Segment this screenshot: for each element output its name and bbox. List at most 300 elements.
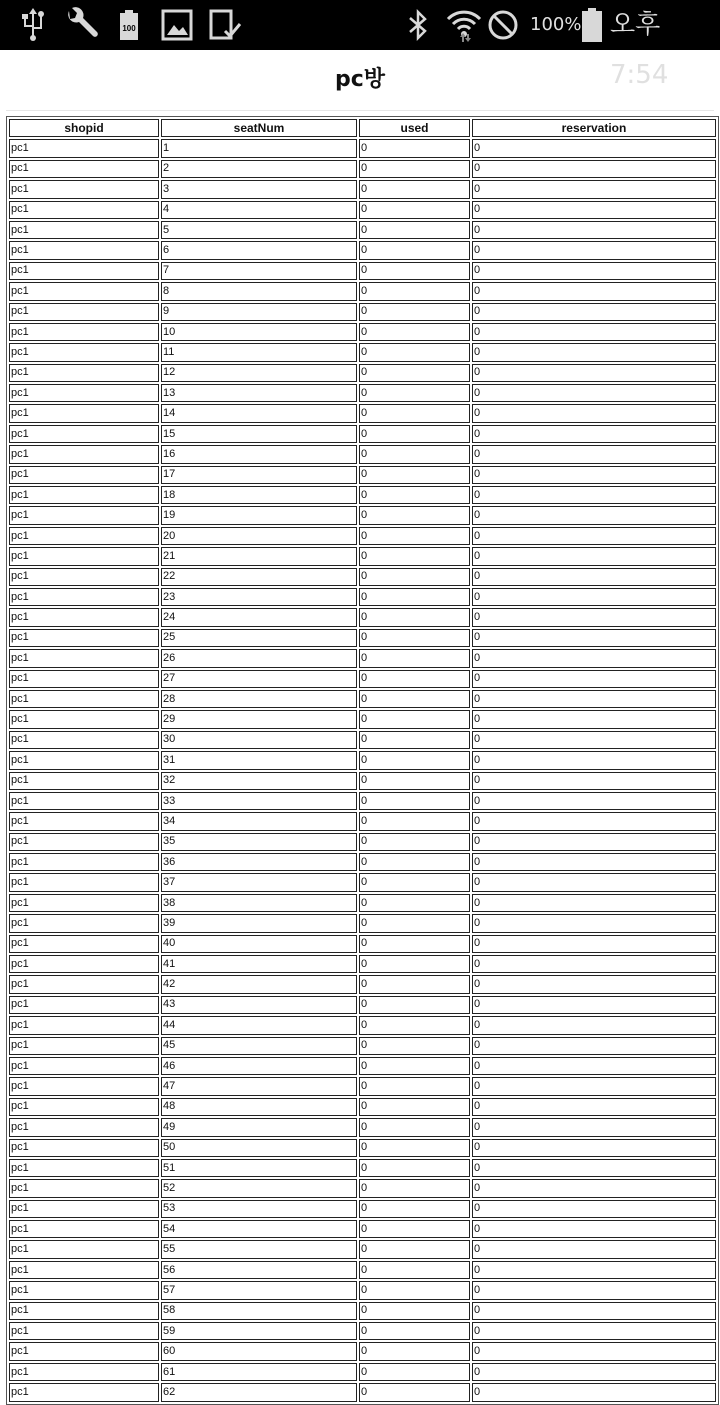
cell-shopid: pc1	[9, 1302, 159, 1320]
cell-seatnum: 62	[161, 1383, 357, 1401]
table-row	[9, 323, 716, 341]
cell-used: 0	[359, 1159, 470, 1177]
cell-shopid: pc1	[9, 1159, 159, 1177]
cell-reservation: 0	[472, 1240, 716, 1258]
cell-shopid: pc1	[9, 160, 159, 178]
table-body	[9, 139, 716, 1401]
cell-seatnum: 57	[161, 1281, 357, 1299]
cell-shopid: pc1	[9, 527, 159, 545]
cell-reservation: 0	[472, 914, 716, 932]
cell-shopid: pc1	[9, 996, 159, 1014]
cell-used: 0	[359, 1302, 470, 1320]
cell-reservation: 0	[472, 425, 716, 443]
cell-seatnum: 38	[161, 894, 357, 912]
cell-used: 0	[359, 1363, 470, 1381]
table-row	[9, 201, 716, 219]
cell-shopid: pc1	[9, 1220, 159, 1238]
cell-seatnum: 43	[161, 996, 357, 1014]
cell-shopid: pc1	[9, 629, 159, 647]
cell-reservation: 0	[472, 303, 716, 321]
cell-reservation: 0	[472, 996, 716, 1014]
table-row	[9, 282, 716, 300]
cell-shopid: pc1	[9, 1016, 159, 1034]
do-not-disturb-icon	[486, 0, 520, 50]
table-row	[9, 241, 716, 259]
cell-seatnum: 41	[161, 955, 357, 973]
cell-used: 0	[359, 404, 470, 422]
table-row	[9, 180, 716, 198]
battery-saver-icon	[116, 0, 142, 50]
cell-seatnum: 58	[161, 1302, 357, 1320]
table-row	[9, 364, 716, 382]
cell-reservation: 0	[472, 833, 716, 851]
cell-seatnum: 48	[161, 1098, 357, 1116]
cell-shopid: pc1	[9, 1037, 159, 1055]
cell-seatnum: 45	[161, 1037, 357, 1055]
table-row	[9, 527, 716, 545]
table-row	[9, 547, 716, 565]
cell-reservation: 0	[472, 466, 716, 484]
cell-shopid: pc1	[9, 384, 159, 402]
cell-reservation: 0	[472, 670, 716, 688]
cell-used: 0	[359, 935, 470, 953]
cell-seatnum: 24	[161, 608, 357, 626]
cell-used: 0	[359, 690, 470, 708]
cell-reservation: 0	[472, 608, 716, 626]
cell-shopid: pc1	[9, 792, 159, 810]
table-row	[9, 445, 716, 463]
table-header-row	[9, 119, 716, 137]
cell-shopid: pc1	[9, 731, 159, 749]
table-row	[9, 588, 716, 606]
table-row	[9, 894, 716, 912]
cell-reservation: 0	[472, 1016, 716, 1034]
table-row	[9, 1322, 716, 1340]
cell-used: 0	[359, 303, 470, 321]
page-title: pc방	[334, 67, 386, 92]
cell-shopid: pc1	[9, 710, 159, 728]
table-row	[9, 425, 716, 443]
table-row	[9, 629, 716, 647]
cell-used: 0	[359, 384, 470, 402]
cell-seatnum: 2	[161, 160, 357, 178]
cell-reservation: 0	[472, 812, 716, 830]
cell-used: 0	[359, 1281, 470, 1299]
cell-reservation: 0	[472, 792, 716, 810]
cell-reservation: 0	[472, 547, 716, 565]
table-row	[9, 772, 716, 790]
cell-shopid: pc1	[9, 772, 159, 790]
cell-seatnum: 59	[161, 1322, 357, 1340]
table-row	[9, 751, 716, 769]
cell-used: 0	[359, 975, 470, 993]
cell-seatnum: 9	[161, 303, 357, 321]
cell-used: 0	[359, 996, 470, 1014]
cell-seatnum: 55	[161, 1240, 357, 1258]
cell-reservation: 0	[472, 894, 716, 912]
table-row	[9, 873, 716, 891]
cell-used: 0	[359, 812, 470, 830]
cell-used: 0	[359, 221, 470, 239]
cell-shopid: pc1	[9, 282, 159, 300]
cell-reservation: 0	[472, 1037, 716, 1055]
wrench-icon	[62, 0, 100, 50]
cell-shopid: pc1	[9, 588, 159, 606]
cell-used: 0	[359, 201, 470, 219]
table-row	[9, 1179, 716, 1197]
cell-shopid: pc1	[9, 833, 159, 851]
table-row	[9, 935, 716, 953]
cell-used: 0	[359, 1077, 470, 1095]
cell-used: 0	[359, 241, 470, 259]
cell-used: 0	[359, 1179, 470, 1197]
table-row	[9, 1077, 716, 1095]
table-row	[9, 160, 716, 178]
cell-seatnum: 42	[161, 975, 357, 993]
cell-shopid: pc1	[9, 466, 159, 484]
cell-used: 0	[359, 568, 470, 586]
cell-reservation: 0	[472, 751, 716, 769]
cell-reservation: 0	[472, 180, 716, 198]
cell-seatnum: 11	[161, 343, 357, 361]
cell-shopid: pc1	[9, 690, 159, 708]
column-header-seatnum: seatNum	[161, 119, 357, 137]
cell-reservation: 0	[472, 384, 716, 402]
cell-shopid: pc1	[9, 139, 159, 157]
column-header-shopid: shopid	[9, 119, 159, 137]
cell-seatnum: 17	[161, 466, 357, 484]
cell-reservation: 0	[472, 343, 716, 361]
cell-reservation: 0	[472, 160, 716, 178]
cell-reservation: 0	[472, 262, 716, 280]
cell-seatnum: 5	[161, 221, 357, 239]
cell-used: 0	[359, 1261, 470, 1279]
cell-seatnum: 32	[161, 772, 357, 790]
cell-shopid: pc1	[9, 180, 159, 198]
cell-shopid: pc1	[9, 486, 159, 504]
cell-seatnum: 50	[161, 1139, 357, 1157]
cell-reservation: 0	[472, 445, 716, 463]
cell-shopid: pc1	[9, 1077, 159, 1095]
cell-shopid: pc1	[9, 1200, 159, 1218]
cell-reservation: 0	[472, 1261, 716, 1279]
cell-reservation: 0	[472, 629, 716, 647]
table-row	[9, 1281, 716, 1299]
bluetooth-icon	[404, 0, 432, 50]
cell-used: 0	[359, 160, 470, 178]
cell-shopid: pc1	[9, 1322, 159, 1340]
cell-seatnum: 25	[161, 629, 357, 647]
cell-used: 0	[359, 1240, 470, 1258]
cell-seatnum: 30	[161, 731, 357, 749]
cell-seatnum: 54	[161, 1220, 357, 1238]
cell-reservation: 0	[472, 568, 716, 586]
table-row	[9, 1159, 716, 1177]
cell-used: 0	[359, 731, 470, 749]
cell-reservation: 0	[472, 873, 716, 891]
cell-seatnum: 20	[161, 527, 357, 545]
cell-shopid: pc1	[9, 1240, 159, 1258]
cell-reservation: 0	[472, 1057, 716, 1075]
cell-reservation: 0	[472, 1302, 716, 1320]
cell-reservation: 0	[472, 710, 716, 728]
table-row	[9, 1016, 716, 1034]
cell-seatnum: 40	[161, 935, 357, 953]
cell-reservation: 0	[472, 772, 716, 790]
svg-text:100: 100	[122, 24, 136, 33]
cell-used: 0	[359, 955, 470, 973]
cell-used: 0	[359, 425, 470, 443]
cell-shopid: pc1	[9, 568, 159, 586]
cell-used: 0	[359, 1200, 470, 1218]
cell-reservation: 0	[472, 1383, 716, 1401]
cell-shopid: pc1	[9, 221, 159, 239]
cell-reservation: 0	[472, 527, 716, 545]
cell-shopid: pc1	[9, 364, 159, 382]
cell-reservation: 0	[472, 1322, 716, 1340]
cell-shopid: pc1	[9, 1098, 159, 1116]
table-row	[9, 853, 716, 871]
cell-seatnum: 35	[161, 833, 357, 851]
cell-used: 0	[359, 629, 470, 647]
cell-seatnum: 1	[161, 139, 357, 157]
cell-used: 0	[359, 1342, 470, 1360]
cell-shopid: pc1	[9, 955, 159, 973]
cell-shopid: pc1	[9, 323, 159, 341]
cell-reservation: 0	[472, 404, 716, 422]
cell-shopid: pc1	[9, 853, 159, 871]
cell-reservation: 0	[472, 955, 716, 973]
table-row	[9, 1200, 716, 1218]
cell-seatnum: 44	[161, 1016, 357, 1034]
cell-seatnum: 60	[161, 1342, 357, 1360]
table-row	[9, 731, 716, 749]
cell-shopid: pc1	[9, 241, 159, 259]
cell-seatnum: 13	[161, 384, 357, 402]
cell-seatnum: 33	[161, 792, 357, 810]
cell-seatnum: 16	[161, 445, 357, 463]
cell-used: 0	[359, 323, 470, 341]
table-row	[9, 996, 716, 1014]
cell-used: 0	[359, 873, 470, 891]
cell-reservation: 0	[472, 139, 716, 157]
cell-shopid: pc1	[9, 547, 159, 565]
cell-shopid: pc1	[9, 1139, 159, 1157]
cell-used: 0	[359, 1220, 470, 1238]
cell-seatnum: 19	[161, 506, 357, 524]
battery-percent: 100%	[530, 14, 582, 35]
cell-shopid: pc1	[9, 670, 159, 688]
table-row	[9, 262, 716, 280]
cell-seatnum: 46	[161, 1057, 357, 1075]
cell-seatnum: 10	[161, 323, 357, 341]
battery-icon	[578, 0, 606, 50]
cell-used: 0	[359, 547, 470, 565]
cell-seatnum: 51	[161, 1159, 357, 1177]
cell-reservation: 0	[472, 1159, 716, 1177]
cell-shopid: pc1	[9, 975, 159, 993]
cell-used: 0	[359, 364, 470, 382]
cell-used: 0	[359, 588, 470, 606]
table-row	[9, 384, 716, 402]
cell-reservation: 0	[472, 364, 716, 382]
cell-reservation: 0	[472, 1118, 716, 1136]
cell-used: 0	[359, 1057, 470, 1075]
table-row	[9, 649, 716, 667]
cell-used: 0	[359, 486, 470, 504]
cell-shopid: pc1	[9, 262, 159, 280]
cell-used: 0	[359, 282, 470, 300]
table-row	[9, 710, 716, 728]
cell-used: 0	[359, 1139, 470, 1157]
wifi-icon	[444, 0, 484, 50]
table-row	[9, 792, 716, 810]
cell-reservation: 0	[472, 1077, 716, 1095]
table-row	[9, 303, 716, 321]
cell-reservation: 0	[472, 690, 716, 708]
cell-used: 0	[359, 180, 470, 198]
table-row	[9, 1118, 716, 1136]
cell-reservation: 0	[472, 323, 716, 341]
table-row	[9, 1240, 716, 1258]
cell-seatnum: 15	[161, 425, 357, 443]
clock: 오후 7:54	[610, 10, 669, 90]
cell-seatnum: 61	[161, 1363, 357, 1381]
cell-used: 0	[359, 1118, 470, 1136]
cell-seatnum: 27	[161, 670, 357, 688]
cell-seatnum: 18	[161, 486, 357, 504]
cell-seatnum: 3	[161, 180, 357, 198]
usb-icon	[20, 0, 46, 50]
cell-reservation: 0	[472, 1220, 716, 1238]
cell-shopid: pc1	[9, 404, 159, 422]
table-row	[9, 690, 716, 708]
cell-reservation: 0	[472, 649, 716, 667]
cell-used: 0	[359, 1383, 470, 1401]
cell-shopid: pc1	[9, 1057, 159, 1075]
cell-seatnum: 49	[161, 1118, 357, 1136]
cell-shopid: pc1	[9, 894, 159, 912]
cell-shopid: pc1	[9, 649, 159, 667]
cell-shopid: pc1	[9, 201, 159, 219]
cell-shopid: pc1	[9, 608, 159, 626]
cell-shopid: pc1	[9, 914, 159, 932]
cell-reservation: 0	[472, 731, 716, 749]
cell-reservation: 0	[472, 1098, 716, 1116]
table-row	[9, 343, 716, 361]
cell-used: 0	[359, 772, 470, 790]
table-row	[9, 1383, 716, 1401]
cell-used: 0	[359, 751, 470, 769]
cell-seatnum: 6	[161, 241, 357, 259]
table-row	[9, 833, 716, 851]
cell-shopid: pc1	[9, 873, 159, 891]
cell-reservation: 0	[472, 1200, 716, 1218]
cell-seatnum: 29	[161, 710, 357, 728]
cell-seatnum: 52	[161, 1179, 357, 1197]
gallery-icon	[160, 0, 194, 50]
cell-reservation: 0	[472, 486, 716, 504]
cell-reservation: 0	[472, 506, 716, 524]
cell-used: 0	[359, 262, 470, 280]
cell-reservation: 0	[472, 935, 716, 953]
cell-seatnum: 28	[161, 690, 357, 708]
table-row	[9, 568, 716, 586]
cell-reservation: 0	[472, 282, 716, 300]
cell-reservation: 0	[472, 1179, 716, 1197]
cell-used: 0	[359, 853, 470, 871]
cell-shopid: pc1	[9, 751, 159, 769]
cell-seatnum: 7	[161, 262, 357, 280]
cell-used: 0	[359, 649, 470, 667]
table-row	[9, 1098, 716, 1116]
table-row	[9, 608, 716, 626]
table-row	[9, 914, 716, 932]
cell-used: 0	[359, 608, 470, 626]
cell-seatnum: 47	[161, 1077, 357, 1095]
table-row	[9, 975, 716, 993]
cell-seatnum: 36	[161, 853, 357, 871]
cell-used: 0	[359, 466, 470, 484]
cell-used: 0	[359, 670, 470, 688]
cell-seatnum: 22	[161, 568, 357, 586]
cell-shopid: pc1	[9, 1342, 159, 1360]
cell-seatnum: 23	[161, 588, 357, 606]
table-row	[9, 1342, 716, 1360]
table-row	[9, 812, 716, 830]
cell-reservation: 0	[472, 1281, 716, 1299]
cell-reservation: 0	[472, 1363, 716, 1381]
cell-seatnum: 8	[161, 282, 357, 300]
table-row	[9, 1220, 716, 1238]
table-row	[9, 955, 716, 973]
cell-seatnum: 14	[161, 404, 357, 422]
cell-used: 0	[359, 527, 470, 545]
cell-used: 0	[359, 445, 470, 463]
cell-seatnum: 21	[161, 547, 357, 565]
cell-used: 0	[359, 1098, 470, 1116]
table-row	[9, 1261, 716, 1279]
column-header-reservation: reservation	[472, 119, 716, 137]
cell-seatnum: 34	[161, 812, 357, 830]
cell-used: 0	[359, 914, 470, 932]
table-row	[9, 506, 716, 524]
cell-used: 0	[359, 1322, 470, 1340]
table-row	[9, 1037, 716, 1055]
cell-shopid: pc1	[9, 1281, 159, 1299]
cell-shopid: pc1	[9, 425, 159, 443]
cell-shopid: pc1	[9, 1261, 159, 1279]
cell-seatnum: 26	[161, 649, 357, 667]
cell-reservation: 0	[472, 975, 716, 993]
tablet-check-icon	[208, 0, 244, 50]
cell-seatnum: 37	[161, 873, 357, 891]
cell-reservation: 0	[472, 588, 716, 606]
cell-reservation: 0	[472, 1139, 716, 1157]
cell-used: 0	[359, 710, 470, 728]
cell-used: 0	[359, 833, 470, 851]
title-divider	[6, 110, 714, 111]
cell-reservation: 0	[472, 853, 716, 871]
cell-shopid: pc1	[9, 303, 159, 321]
seat-table	[6, 116, 719, 1405]
cell-reservation: 0	[472, 1342, 716, 1360]
cell-seatnum: 53	[161, 1200, 357, 1218]
cell-shopid: pc1	[9, 343, 159, 361]
cell-seatnum: 4	[161, 201, 357, 219]
table-row	[9, 221, 716, 239]
cell-shopid: pc1	[9, 1383, 159, 1401]
